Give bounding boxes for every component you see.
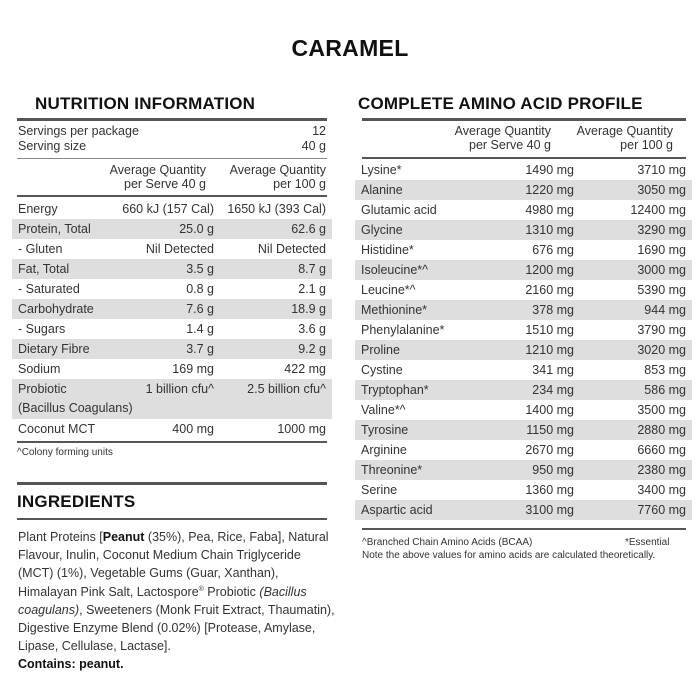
nutrition-bottom-rule [17, 441, 327, 443]
amino-col-header-100g: Average Quantity per 100 g [576, 124, 673, 152]
amino-row [355, 200, 692, 220]
nutrient-per-serve: 400 mg [172, 422, 214, 436]
ingredients-list [18, 530, 335, 653]
ingredients-heading: INGREDIENTS [17, 492, 136, 511]
ingredients-text [18, 528, 338, 674]
nutrient-per-100g: 1000 mg [277, 422, 326, 436]
nutrient-per-100g: 2.5 billion cfu^ [247, 382, 326, 396]
nutrient-per-100g: 62.6 g [291, 222, 326, 236]
nutrition-col-header-serve: Average Quantity per Serve 40 g [109, 163, 206, 191]
nutrient-per-100g: 18.9 g [291, 302, 326, 316]
nutrition-row [12, 419, 332, 439]
amino-per-serve: 676 mg [532, 243, 574, 257]
nutrient-label: Fat, Total [18, 262, 70, 276]
ingredient-text-part: Probiotic [203, 584, 260, 599]
amino-row [355, 300, 692, 320]
amino-per-100g: 3000 mg [637, 263, 686, 277]
nutrient-per-serve: 1.4 g [186, 322, 214, 336]
serving-size-label: Serving size [18, 139, 87, 153]
amino-per-serve: 1510 mg [525, 323, 574, 337]
amino-per-100g: 3020 mg [637, 343, 686, 357]
amino-acid-label: Isoleucine*^ [361, 263, 429, 277]
nutrient-label: Dietary Fibre [18, 342, 90, 356]
nutrient-label: Carbohydrate [18, 302, 94, 316]
amino-per-100g: 853 mg [644, 363, 686, 377]
amino-acid-label: Tryptophan* [361, 383, 429, 397]
amino-per-100g: 2880 mg [637, 423, 686, 437]
amino-per-serve: 1220 mg [525, 183, 574, 197]
amino-per-serve: 1200 mg [525, 263, 574, 277]
amino-per-serve: 1310 mg [525, 223, 574, 237]
amino-per-serve: 2670 mg [525, 443, 574, 457]
amino-row [355, 160, 692, 180]
amino-per-100g: 586 mg [644, 383, 686, 397]
nutrition-row [12, 219, 332, 239]
nutrient-per-100g: 3.6 g [298, 322, 326, 336]
amino-bottom-rule [362, 528, 686, 530]
amino-header-rule [362, 157, 686, 159]
amino-row [355, 360, 692, 380]
nutrient-per-100g: 8.7 g [298, 262, 326, 276]
amino-per-100g: 3400 mg [637, 483, 686, 497]
amino-footnote-essential: *Essential [625, 537, 670, 548]
nutrient-per-serve: 0.8 g [186, 282, 214, 296]
ingredient-text-part: Peanut [102, 530, 145, 544]
nutrient-label: Sodium [18, 362, 61, 376]
amino-per-serve: 1360 mg [525, 483, 574, 497]
amino-row [355, 180, 692, 200]
amino-per-serve: 3100 mg [525, 503, 574, 517]
product-title: CARAMEL [291, 35, 409, 61]
amino-heading: COMPLETE AMINO ACID PROFILE [358, 94, 643, 113]
ingredients-heading-rule [17, 518, 327, 520]
amino-per-100g: 3710 mg [637, 163, 686, 177]
amino-row [355, 380, 692, 400]
amino-row [355, 260, 692, 280]
nutrient-per-100g: 422 mg [284, 362, 326, 376]
nutrition-row [12, 379, 332, 419]
amino-per-100g: 1690 mg [637, 243, 686, 257]
amino-row [355, 280, 692, 300]
amino-row [355, 240, 692, 260]
nutrient-per-serve: 1 billion cfu^ [145, 382, 214, 396]
amino-per-100g: 6660 mg [637, 443, 686, 457]
nutrient-per-serve: 660 kJ (157 Cal) [122, 202, 214, 216]
nutrition-footnote: ^Colony forming units [17, 447, 113, 458]
amino-col-header-serve: Average Quantity per Serve 40 g [454, 124, 551, 152]
amino-acid-label: Serine [361, 483, 398, 497]
nutrient-label: - Gluten [18, 242, 63, 256]
nutrition-col-header-100g: Average Quantity per 100 g [229, 163, 326, 191]
nutrition-row [12, 299, 332, 319]
ingredient-text-part: (Bacillus coagulans) [18, 584, 307, 617]
ingredient-text-part: , Sweeteners (Monk Fruit Extract, Thaumatin), Digestive Enzyme Blend (0.02%) [Protease, Amylase, Lipase, Cellulase, Lactase]. [18, 602, 335, 654]
nutrient-per-serve: 169 mg [172, 362, 214, 376]
servings-per-package-value: 12 [312, 124, 326, 138]
nutrient-label: Energy [18, 202, 58, 216]
servings-rule [17, 158, 327, 159]
amino-acid-label: Lysine* [361, 163, 402, 177]
amino-per-100g: 7760 mg [637, 503, 686, 517]
ingredient-text-part: (35%), Pea, Rice, Faba], Natural Flavour, Inulin, Coconut Medium Chain Triglyceride (MCT) (1%), Vegetable Gums (Guar, Xanthan), Himalayan Pink Salt, Lactospore [18, 530, 329, 599]
amino-row [355, 480, 692, 500]
ingredient-text-part: Plant Proteins [ [18, 530, 103, 544]
amino-acid-label: Threonine* [361, 463, 423, 477]
amino-per-serve: 1400 mg [525, 403, 574, 417]
amino-per-serve: 1150 mg [526, 423, 574, 437]
amino-heading-rule [362, 118, 686, 121]
ingredient-text-part: ® [198, 585, 204, 593]
amino-row [355, 340, 692, 360]
amino-per-100g: 2380 mg [637, 463, 686, 477]
nutrient-label: - Saturated [18, 282, 80, 296]
amino-acid-label: Methionine* [361, 303, 428, 317]
amino-footnote-bcaa: ^Branched Chain Amino Acids (BCAA) [362, 537, 533, 548]
amino-per-serve: 2160 mg [525, 283, 574, 297]
serving-size-row [12, 139, 332, 154]
nutrition-row [12, 359, 332, 379]
nutrient-per-serve: 25.0 g [179, 222, 214, 236]
amino-footnote-note: Note the above values for amino acids are calculated theoretically. [362, 550, 656, 561]
amino-acid-label: Cystine [361, 363, 403, 377]
nutrition-row [12, 199, 332, 219]
nutrition-heading: NUTRITION INFORMATION [35, 94, 256, 113]
amino-acid-label: Leucine*^ [361, 283, 416, 297]
amino-acid-label: Glycine [361, 223, 403, 237]
nutrient-per-100g: 9.2 g [298, 342, 326, 356]
amino-row [355, 460, 692, 480]
amino-per-100g: 5390 mg [637, 283, 686, 297]
amino-per-100g: 12400 mg [630, 203, 686, 217]
amino-per-100g: 3790 mg [637, 323, 686, 337]
nutrition-row [12, 319, 332, 339]
amino-per-serve: 1210 mg [525, 343, 574, 357]
amino-row [355, 220, 692, 240]
amino-acid-label: Arginine [361, 443, 407, 457]
nutrition-heading-rule [17, 118, 327, 121]
amino-per-serve: 1490 mg [525, 163, 574, 177]
serving-size-value: 40 g [301, 139, 326, 153]
servings-per-package-row [12, 124, 332, 139]
nutrient-per-serve: 3.7 g [186, 342, 214, 356]
nutrient-label: Protein, Total [18, 222, 91, 236]
amino-row [355, 420, 692, 440]
nutrition-row [12, 259, 332, 279]
amino-per-100g: 3500 mg [637, 403, 686, 417]
servings-per-package-label: Servings per package [18, 124, 139, 138]
nutrient-label-line2: (Bacillus Coagulans) [18, 401, 133, 415]
amino-per-serve: 950 mg [532, 463, 574, 477]
nutrient-per-100g: 1650 kJ (393 Cal) [227, 202, 326, 216]
amino-acid-label: Proline [361, 343, 400, 357]
amino-acid-label: Phenylalanine* [361, 323, 445, 337]
nutrient-per-serve: 3.5 g [186, 262, 214, 276]
nutrient-label: Probiotic [18, 382, 67, 396]
amino-acid-label: Tyrosine [361, 423, 409, 437]
amino-per-serve: 4980 mg [525, 203, 574, 217]
amino-acid-label: Aspartic acid [361, 503, 433, 517]
amino-per-100g: 3290 mg [637, 223, 686, 237]
amino-row [355, 320, 692, 340]
amino-per-100g: 944 mg [644, 303, 686, 317]
nutrition-header-rule [17, 195, 327, 197]
amino-per-serve: 341 mg [532, 363, 574, 377]
nutrient-per-100g: 2.1 g [298, 282, 326, 296]
amino-per-100g: 3050 mg [637, 183, 686, 197]
amino-acid-label: Glutamic acid [361, 203, 437, 217]
amino-per-serve: 234 mg [532, 383, 574, 397]
nutrient-label: Coconut MCT [18, 422, 96, 436]
amino-row [355, 440, 692, 460]
amino-row [355, 400, 692, 420]
amino-acid-label: Valine*^ [361, 403, 406, 417]
amino-acid-label: Alanine [361, 183, 403, 197]
nutrition-row [12, 279, 332, 299]
nutrient-per-serve: 7.6 g [186, 302, 214, 316]
nutrient-label: - Sugars [18, 322, 66, 336]
allergen-statement: Contains: peanut. [18, 657, 124, 672]
nutrient-per-serve: Nil Detected [145, 242, 214, 256]
nutrition-row [12, 239, 332, 259]
amino-per-serve: 378 mg [532, 303, 574, 317]
amino-row [355, 500, 692, 520]
nutrition-row [12, 339, 332, 359]
amino-acid-label: Histidine* [361, 243, 414, 257]
nutrient-per-100g: Nil Detected [257, 242, 326, 256]
ingredients-top-rule [17, 482, 327, 485]
